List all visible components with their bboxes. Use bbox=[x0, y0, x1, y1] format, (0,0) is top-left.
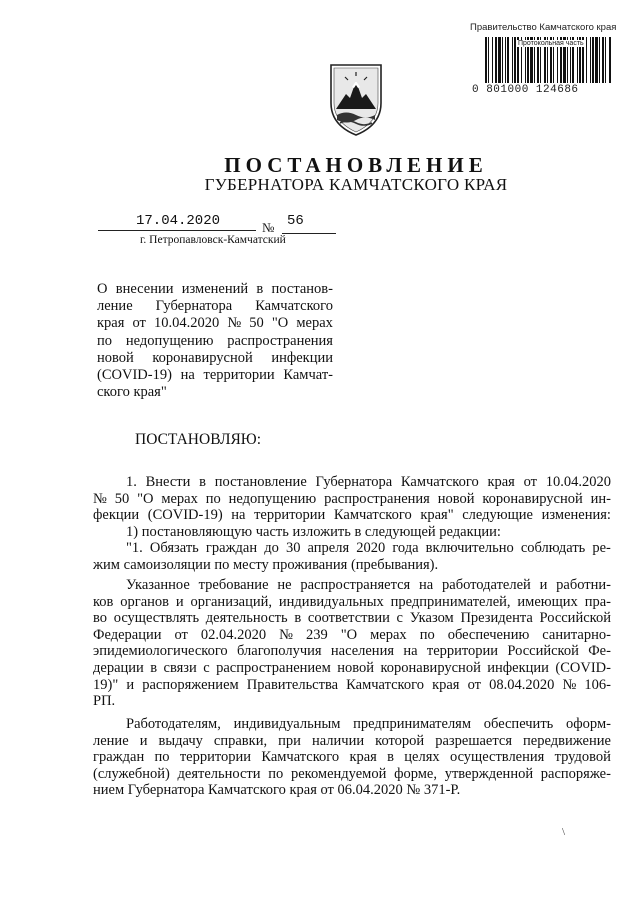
body-line: ление и выдачу справки, при наличии которой разрешается передвижение bbox=[93, 732, 611, 749]
body-line: 1. Внести в постановление Губернатора Камчатского края от 10.04.2020 bbox=[126, 474, 611, 490]
document-number: 56 bbox=[287, 213, 304, 229]
date-underline bbox=[98, 230, 256, 231]
body-line: 1) постановляющую часть изложить в следующей редакции: bbox=[126, 523, 501, 540]
body-line: ков органов и организаций, индивидуальных предпринимателей, имеющих пра- bbox=[93, 593, 611, 610]
body-line: (служебной) деятельности по рекомендуемой форме, утвержденной распоряже- bbox=[93, 765, 611, 782]
body-line: граждан по территории Камчатского края в целях осуществления трудовой bbox=[93, 749, 611, 766]
document-subject bbox=[97, 281, 333, 401]
paragraph-2 bbox=[93, 577, 611, 710]
subject-line: по недопущению распространения bbox=[97, 332, 333, 349]
body-line: 19)" и распоряжением Правительства Камчатского края от 08.04.2020 № 106- bbox=[93, 676, 611, 693]
document-subtitle: ГУБЕРНАТОРА КАМЧАТСКОГО КРАЯ bbox=[204, 175, 508, 194]
body-line: Работодателям, индивидуальным предпринимателям обеспечить оформ- bbox=[126, 716, 611, 732]
body-line: РП. bbox=[93, 693, 116, 710]
body-line: нием Губернатора Камчатского края от 06.04.2020 № 371-Р. bbox=[93, 782, 461, 799]
body-line: жим самоизоляции по месту проживания (пребывания). bbox=[93, 556, 439, 573]
paragraph-1 bbox=[93, 474, 611, 574]
stamp-organization: Правительство Камчатского края bbox=[470, 22, 617, 33]
subject-line: края от 10.04.2020 № 50 "О мерах bbox=[97, 315, 333, 332]
paragraph-3 bbox=[93, 716, 611, 799]
body-line: "1. Обязать граждан до 30 апреля 2020 года включительно соблюдать ре- bbox=[126, 540, 611, 557]
decree-word: ПОСТАНОВЛЯЮ: bbox=[135, 431, 262, 448]
body-line: дерации в связи с распространением новой коронавирусной инфекции (COVID- bbox=[93, 659, 611, 676]
coat-of-arms-kamchatka-icon bbox=[325, 63, 387, 137]
document-date: 17.04.2020 bbox=[136, 213, 221, 229]
subject-line: новой коронавирусной инфекции bbox=[97, 349, 333, 366]
subject-line: ление Губернатора Камчатского bbox=[97, 298, 333, 315]
document-city: г. Петропавловск-Камчатский bbox=[140, 234, 286, 246]
subject-line: (COVID-19) на территории Камчат- bbox=[97, 367, 333, 384]
number-sign: № bbox=[262, 220, 275, 235]
subject-line: ского края" bbox=[97, 384, 167, 401]
document-title: ПОСТАНОВЛЕНИЕ bbox=[224, 153, 488, 177]
number-underline bbox=[282, 233, 336, 234]
page-mark: \ bbox=[562, 826, 566, 838]
subject-line: О внесении изменений в постанов- bbox=[97, 281, 333, 297]
body-line: фекции (COVID-19) на территории Камчатского края" следующие изменения: bbox=[93, 507, 611, 524]
body-line: Федерации от 02.04.2020 № 239 "О мерах по обеспечению санитарно- bbox=[93, 626, 611, 643]
barcode-number: 0 801000 124686 bbox=[472, 84, 579, 96]
body-line: во осуществлять деятельность в соответствии с Указом Президента Российской bbox=[93, 610, 611, 627]
body-line: эпидемиологического благополучия населения на территории Российской Фе- bbox=[93, 643, 611, 660]
body-line: Указанное требование не распространяется на работодателей и работни- bbox=[126, 577, 611, 593]
stamp-subtitle: Протокольная часть bbox=[518, 40, 584, 47]
body-line: № 50 "О мерах по недопущению распространения новой коронавирусной ин- bbox=[93, 490, 611, 507]
